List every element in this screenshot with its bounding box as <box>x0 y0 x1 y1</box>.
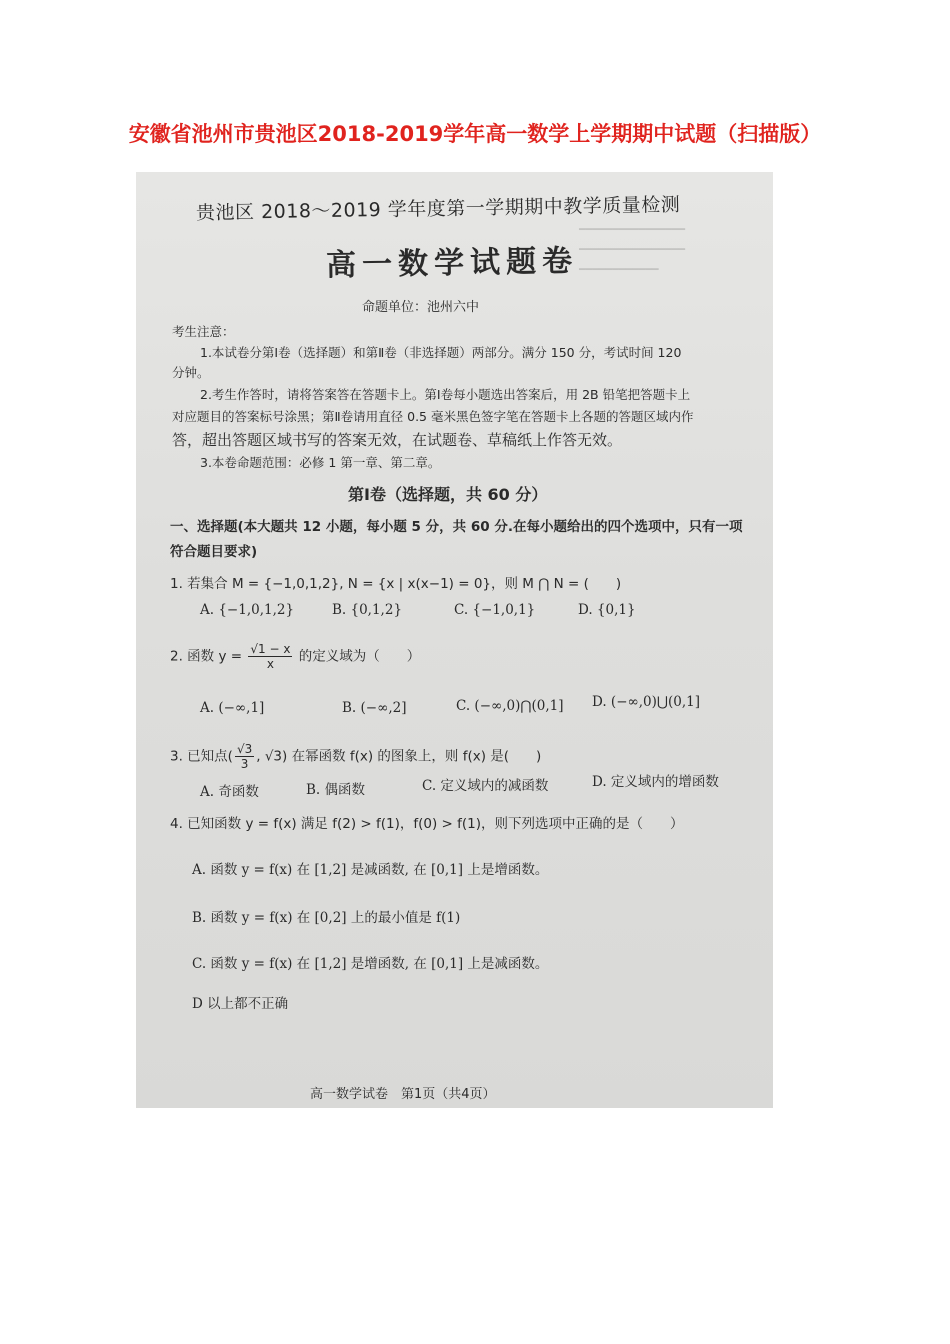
q4-option-c: C. 函数 y = f(x) 在 [1,2] 是增函数, 在 [0,1] 上是减函数。 <box>192 956 549 972</box>
q2-numerator: √1 − x <box>250 642 291 656</box>
q1-option-a: A. {−1,0,1,2} <box>200 602 295 618</box>
notice-1b: 分钟。 <box>172 365 210 380</box>
q3-option-c: C. 定义域内的减函数 <box>422 778 549 794</box>
q3-numerator: √3 <box>236 742 253 756</box>
q3-option-d: D. 定义域内的增函数 <box>592 774 719 790</box>
q1-option-b: B. {0,1,2} <box>332 602 403 618</box>
q2-option-c: C. (−∞,0)⋂(0,1] <box>456 698 564 714</box>
notice-2c: 答，超出答题区域书写的答案无效，在试题卷、草稿纸上作答无效。 <box>172 431 623 449</box>
q2-denominator: x <box>266 657 274 671</box>
q4-option-b: B. 函数 y = f(x) 在 [0,2] 上的最小值是 f(1) <box>192 910 461 926</box>
q1-option-d: D. {0,1} <box>578 602 636 618</box>
exam-title: 高一数学试题卷 <box>325 243 579 284</box>
q1-option-c: C. {−1,0,1} <box>454 602 536 618</box>
q2-fraction <box>248 642 292 671</box>
question-4: 4. 已知函数 y = f(x) 满足 f(2) > f(1)，f(0) > f(1)，则下列选项中正确的是（ ） <box>170 816 684 832</box>
notice-2a: 2.考生作答时，请将答案答在答题卡上。第Ⅰ卷每小题选出答案后，用 2B 铅笔把答题卡上 <box>200 387 691 402</box>
section-heading: 第Ⅰ卷（选择题，共 60 分） <box>348 485 548 504</box>
q3-fraction <box>235 742 254 771</box>
q3-denominator: 3 <box>240 757 249 771</box>
question-1: 1. 若集合 M = {−1,0,1,2}, N = {x | x(x−1) = 0}，则 M ⋂ N = ( ) <box>170 576 622 592</box>
page-footer: 高一数学试卷 第1页（共4页） <box>310 1087 496 1102</box>
q2-option-d: D. (−∞,0)⋃(0,1] <box>592 694 700 710</box>
question-3 <box>170 742 541 771</box>
notice-heading: 考生注意： <box>172 324 235 339</box>
q3-prefix: 3. 已知点( <box>170 748 233 765</box>
q3-option-a: A. 奇函数 <box>200 784 259 800</box>
notice-1a: 1.本试卷分第Ⅰ卷（选择题）和第Ⅱ卷（非选择题）两部分。满分 150 分，考试时间 120 <box>200 345 682 360</box>
instructions-line-2: 符合题目要求) <box>170 544 258 560</box>
bleed-through-texture: ━━━━━━━━━━━━━━━━ ━━━━━━━━━━━━━━━━ ━━━━━━━━━━━━ <box>579 223 685 276</box>
instructions-line-1: 一、选择题(本大题共 12 小题，每小题 5 分，共 60 分.在每小题给出的四个选项中，只有一项 <box>170 519 743 535</box>
document-title: 安徽省池州市贵池区2018-2019学年高一数学上学期期中试题（扫描版） <box>128 122 822 146</box>
notice-3: 3.本卷命题范围：必修 1 第一章、第二章。 <box>200 455 441 470</box>
exam-unit: 命题单位：池州六中 <box>362 300 480 315</box>
question-2 <box>170 642 420 671</box>
exam-header: 贵池区 2018～2019 学年度第一学期期中教学质量检测 <box>195 193 681 225</box>
q2-option-b: B. (−∞,2] <box>342 700 407 716</box>
scanned-exam-page <box>136 172 773 1108</box>
q3-suffix: , √3) 在幂函数 f(x) 的图象上，则 f(x) 是( ) <box>256 748 542 765</box>
q3-option-b: B. 偶函数 <box>306 782 366 798</box>
q4-option-d: D 以上都不正确 <box>192 996 289 1012</box>
q2-prefix: 2. 函数 y = <box>170 648 243 665</box>
q4-option-a: A. 函数 y = f(x) 在 [1,2] 是减函数, 在 [0,1] 上是增函数。 <box>192 862 549 878</box>
notice-2b: 对应题目的答案标号涂黑；第Ⅱ卷请用直径 0.5 毫米黑色签字笔在答题卡上各题的答题区域内作 <box>172 409 694 424</box>
q2-option-a: A. (−∞,1] <box>200 700 265 716</box>
q2-suffix: 的定义域为（ ） <box>298 648 421 665</box>
